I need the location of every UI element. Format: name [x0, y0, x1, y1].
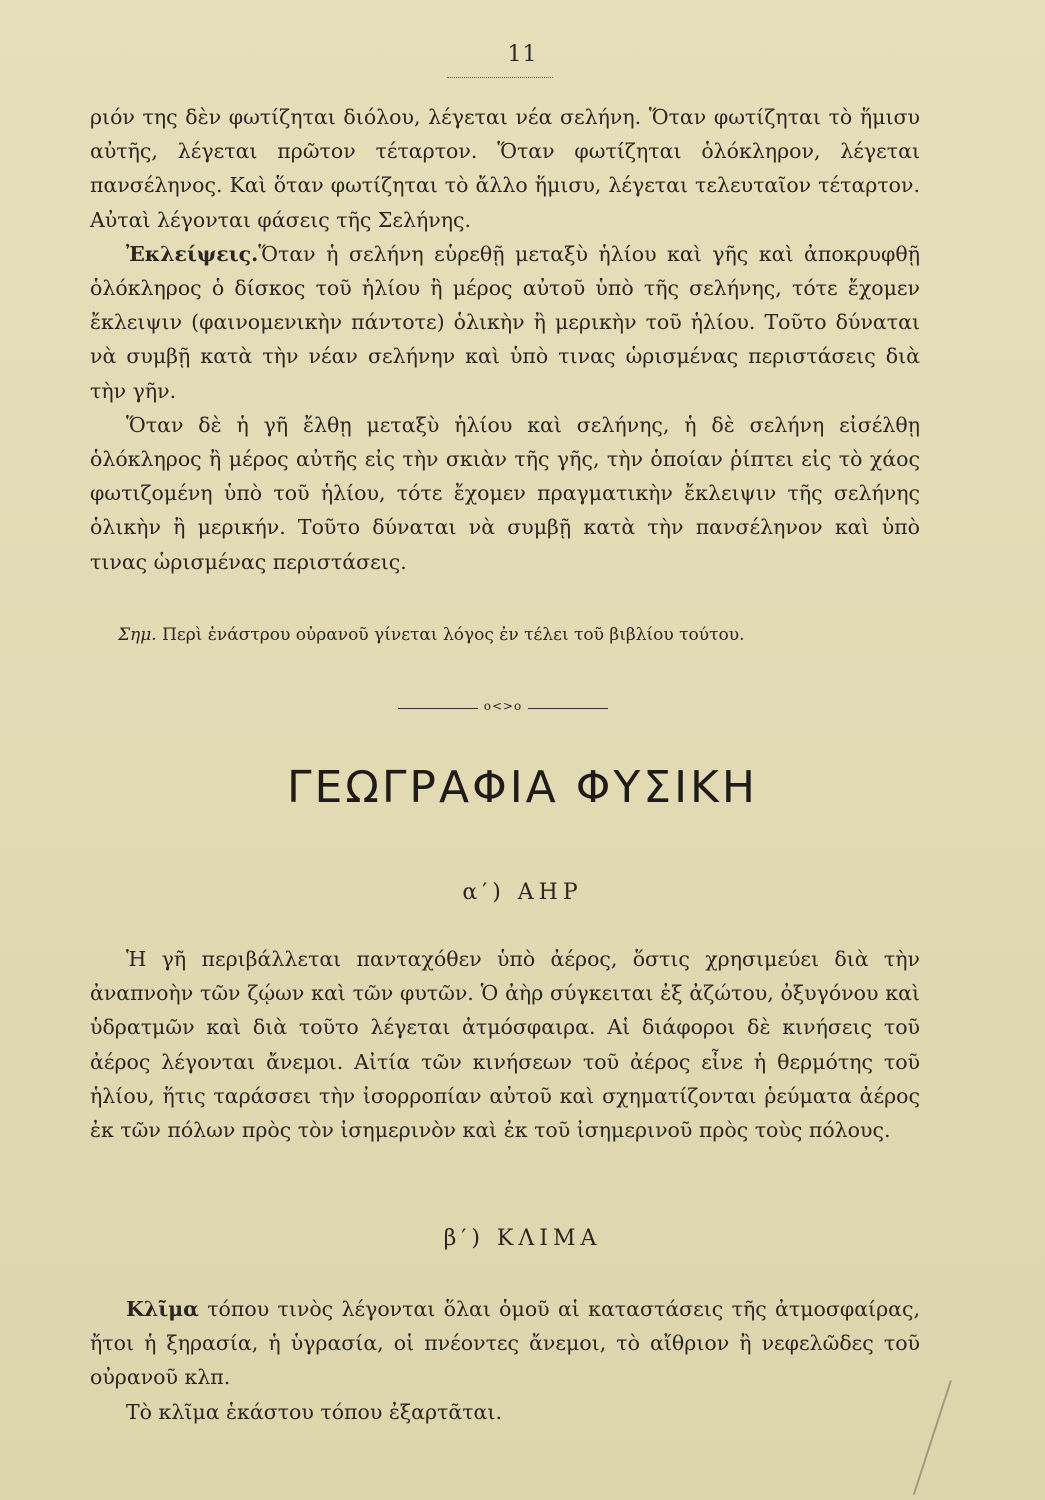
climate-lead: Κλῖμα: [126, 1297, 199, 1321]
paragraph-lunar-eclipse: Ὅταν δὲ ἡ γῆ ἔλθῃ μεταξὺ ἡλίου καὶ σελήνης, ἡ δὲ σελήνη εἰσέλθῃ ὁλόκληρος ἢ μέρος αὐτῆς εἰς τὴν σκιὰν τῆς γῆς, τὴν ὁποίαν ῥίπτει εἰς τὸ χάος φωτιζομένη ὑπὸ τοῦ ἡλίου, τότε ἔχομεν πραγματικὴν ἔκλειψιν τῆς σελήνης ὁλικὴν ἢ μερικήν. Τοῦτο δύναται νὰ συμβῇ κατὰ τὴν πανσέληνον καὶ ὑπὸ τινας ὡρισμένας περιστάσεις.: [90, 412, 920, 574]
climate-text: τόπου τινὸς λέγονται ὅλαι ὁμοῦ αἱ καταστάσεις τῆς ἀτμοσφαίρας, ἤτοι ἡ ξηρασία, ἡ ὑγρασία, οἱ πνέοντες ἄνεμοι, τὸ αἴθριον ἢ νεφελῶδες τοῦ οὐρανοῦ κλπ.: [90, 1297, 920, 1390]
chapter-title: ΓΕΩΓΡΑΦΙΑ ΦΥΣΙΚΗ: [286, 762, 758, 813]
divider-line-right: [528, 708, 608, 709]
section-b-text: [90, 1292, 920, 1429]
paragraph-eclipses: [90, 237, 920, 408]
section-divider: [398, 699, 608, 715]
section-b-title: β′) ΚΛΙΜΑ: [443, 1226, 602, 1251]
footnote-lead: Σημ.: [118, 625, 157, 645]
paragraph-air: Ἡ γῆ περιβάλλεται πανταχόθεν ὑπὸ ἀέρος, ὅστις χρησιμεύει διὰ τὴν ἀναπνοὴν τῶν ζῴων καὶ τῶν φυτῶν. Ὁ ἀὴρ σύγκειται ἐξ ἀζώτου, ὀξυγόνου καὶ ὑδρατμῶν καὶ διὰ τοῦτο λέγεται ἀτμόσφαιρα. Αἱ διάφοροι δὲ κινήσεις τοῦ ἀέρος λέγονται ἄνεμοι. Αἰτία τῶν κινήσεων τοῦ ἀέρος εἶνε ἡ θερμότης τοῦ ἡλίου, ἥτις ταράσσει τὴν ἰσορροπίαν αὐτοῦ καὶ σχηματίζονται ῥεύματα ἀέρος ἐκ τῶν πόλων πρὸς τὸν ἰσημερινὸν καὶ ἐκ τοῦ ἰσημερινοῦ πρὸς τοὺς πόλους.: [90, 947, 920, 1143]
footnote-text: Περὶ ἐνάστρου οὐρανοῦ γίνεται λόγος ἐν τέλει τοῦ βιβλίου τούτου.: [162, 625, 745, 645]
divider-line-left: [398, 708, 478, 709]
section-a-title: α′) ΑΗΡ: [462, 880, 583, 905]
page-number: 11: [507, 42, 538, 67]
paragraph-moon-phases: ριόν της δὲν φωτίζηται διόλου, λέγεται νέα σελήνη. Ὅταν φωτίζηται τὸ ἥμισυ αὐτῆς, λέγεται πρῶτον τέταρτον. Ὅταν φωτίζηται ὁλόκληρον, λέγεται πανσέληνος. Καὶ ὅταν φωτίζηται τὸ ἄλλο ἥμισυ, λέγεται τελευταῖον τέταρτον. Αὐταὶ λέγονται φάσεις τῆς Σελήνης.: [90, 105, 920, 232]
body-text-top: [90, 100, 920, 579]
paragraph-climate: [90, 1292, 920, 1395]
eclipses-text: Ὅταν ἡ σελήνη εὑρεθῇ μεταξὺ ἡλίου καὶ γῆς καὶ ἀποκρυφθῇ ὁλόκληρος ὁ δίσκος τοῦ ἡλίου ἢ μέρος αὐτοῦ ὑπὸ τῆς σελήνης, τότε ἔχομεν ἔκλειψιν (φαινομενικὴν πάντοτε) ὁλικὴν ἢ μερικὴν τοῦ ἡλίου. Τοῦτο δύναται νὰ συμβῇ κατὰ τὴν νέαν σελήνην καὶ ὑπὸ τινας ὡρισμένας περιστάσεις διὰ τὴν γῆν.: [90, 241, 920, 403]
page-number-rule: [447, 77, 553, 78]
section-a-text: [90, 942, 920, 1147]
eclipses-lead: Ἐκλείψεις.: [126, 241, 259, 266]
divider-ornament: o<>o: [483, 699, 523, 713]
paragraph-climate-dependence: Τὸ κλῖμα ἑκάστου τόπου ἐξαρτᾶται.: [126, 1399, 502, 1424]
footnote: [118, 622, 908, 648]
